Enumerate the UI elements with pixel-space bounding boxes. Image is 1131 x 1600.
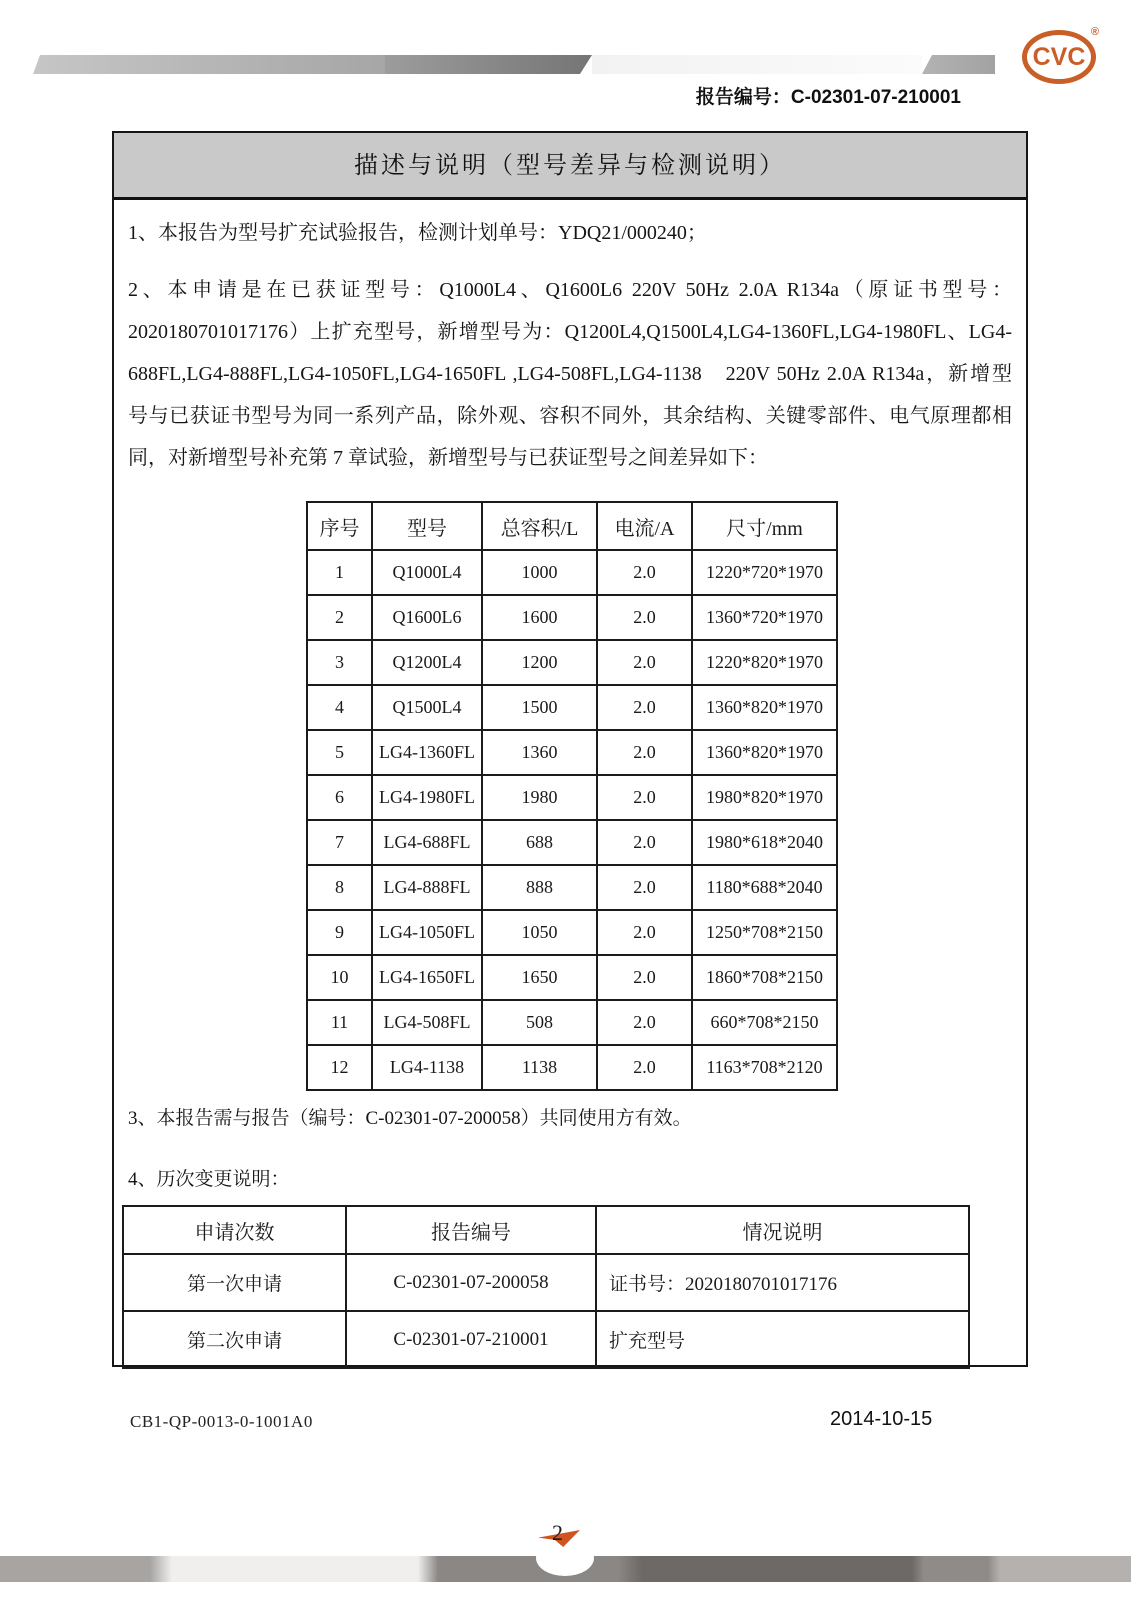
cell: 1220*820*1970 bbox=[692, 640, 837, 685]
table-row bbox=[307, 595, 837, 640]
cell: 1980 bbox=[482, 775, 597, 820]
cell: LG4-1050FL bbox=[372, 910, 482, 955]
note-3: 3、本报告需与报告（编号：C-02301-07-200058）共同使用方有效。 bbox=[128, 1108, 692, 1129]
cell: 1250*708*2150 bbox=[692, 910, 837, 955]
cell: LG4-508FL bbox=[372, 1000, 482, 1045]
cell: LG4-688FL bbox=[372, 820, 482, 865]
report-number-value: C-02301-07-210001 bbox=[790, 87, 961, 108]
note-4: 4、历次变更说明： bbox=[128, 1169, 290, 1190]
page-number-marker bbox=[536, 1520, 584, 1548]
cell: 10 bbox=[307, 955, 372, 1000]
cell: 7 bbox=[307, 820, 372, 865]
cell: 1360*720*1970 bbox=[692, 595, 837, 640]
table-row bbox=[307, 640, 837, 685]
document-body bbox=[114, 216, 1026, 1369]
cell: 2.0 bbox=[597, 595, 692, 640]
cell: 2.0 bbox=[597, 865, 692, 910]
cell: 2.0 bbox=[597, 1045, 692, 1090]
cell: 1860*708*2150 bbox=[692, 955, 837, 1000]
cell: 1360*820*1970 bbox=[692, 685, 837, 730]
bar-segment bbox=[592, 55, 922, 74]
cell: 2.0 bbox=[597, 640, 692, 685]
cell: 1220*720*1970 bbox=[692, 550, 837, 595]
column-header: 总容积/L bbox=[482, 502, 597, 550]
cell: 4 bbox=[307, 685, 372, 730]
cell: 第一次申请 bbox=[123, 1254, 346, 1311]
top-decorative-bar bbox=[33, 55, 995, 74]
cell: Q1500L4 bbox=[372, 685, 482, 730]
cell: 660*708*2150 bbox=[692, 1000, 837, 1045]
table-row bbox=[307, 550, 837, 595]
table-header-row bbox=[307, 502, 837, 550]
cell: Q1600L6 bbox=[372, 595, 482, 640]
cell: 1200 bbox=[482, 640, 597, 685]
registered-trademark-icon: ® bbox=[1090, 26, 1099, 38]
cell: LG4-1360FL bbox=[372, 730, 482, 775]
cell: 1138 bbox=[482, 1045, 597, 1090]
cell: 2.0 bbox=[597, 820, 692, 865]
cell: C-02301-07-210001 bbox=[346, 1311, 596, 1368]
bar-segment bbox=[33, 55, 385, 74]
cell: 6 bbox=[307, 775, 372, 820]
cell: LG4-1980FL bbox=[372, 775, 482, 820]
cell: 11 bbox=[307, 1000, 372, 1045]
cell: 888 bbox=[482, 865, 597, 910]
cell: 2.0 bbox=[597, 955, 692, 1000]
cell: 1050 bbox=[482, 910, 597, 955]
cell: LG4-1138 bbox=[372, 1045, 482, 1090]
page-number: 2 bbox=[552, 1520, 563, 1545]
cell: 1360*820*1970 bbox=[692, 730, 837, 775]
page-title: 描述与说明（型号差异与检测说明） bbox=[354, 153, 786, 179]
models-table bbox=[306, 501, 838, 1091]
cell: 1500 bbox=[482, 685, 597, 730]
cell: 1000 bbox=[482, 550, 597, 595]
table-row bbox=[307, 1045, 837, 1090]
table-row bbox=[123, 1254, 969, 1311]
cell: 1163*708*2120 bbox=[692, 1045, 837, 1090]
cell: 2.0 bbox=[597, 685, 692, 730]
cell: Q1200L4 bbox=[372, 640, 482, 685]
table-row bbox=[307, 955, 837, 1000]
cell: 1600 bbox=[482, 595, 597, 640]
cvc-logo bbox=[1022, 26, 1099, 84]
cell: 1 bbox=[307, 550, 372, 595]
table-row bbox=[307, 775, 837, 820]
cell: 9 bbox=[307, 910, 372, 955]
cell: Q1000L4 bbox=[372, 550, 482, 595]
column-header: 报告编号 bbox=[346, 1206, 596, 1254]
cell: LG4-1650FL bbox=[372, 955, 482, 1000]
cell: 1980*820*1970 bbox=[692, 775, 837, 820]
table-row bbox=[307, 910, 837, 955]
section-title-bar bbox=[114, 133, 1026, 200]
cell: 3 bbox=[307, 640, 372, 685]
cell: 2.0 bbox=[597, 775, 692, 820]
cell: 8 bbox=[307, 865, 372, 910]
cell: LG4-888FL bbox=[372, 865, 482, 910]
footer-doc-code: CB1-QP-0013-0-1001A0 bbox=[130, 1412, 313, 1431]
table-row bbox=[123, 1311, 969, 1368]
table-row bbox=[307, 820, 837, 865]
note-1: 1、本报告为型号扩充试验报告，检测计划单号：YDQ21/000240； bbox=[128, 222, 707, 244]
cell: 第二次申请 bbox=[123, 1311, 346, 1368]
cvc-logo-text: CVC bbox=[1032, 42, 1086, 71]
footer-date: 2014-10-15 bbox=[830, 1408, 933, 1430]
cell: 508 bbox=[482, 1000, 597, 1045]
table-row bbox=[307, 1000, 837, 1045]
bottom-decorative-bar bbox=[0, 1556, 1131, 1582]
cell: 2.0 bbox=[597, 1000, 692, 1045]
report-number-label: 报告编号： bbox=[695, 87, 791, 108]
column-header: 情况说明 bbox=[596, 1206, 969, 1254]
cell: 12 bbox=[307, 1045, 372, 1090]
note-2: 2、本申请是在已获证型号：Q1000L4、Q1600L6 220V 50Hz 2.0A R134a（原证书型号：2020180701017176）上扩充型号，新增型号为：Q1200L4,Q1500L4,LG4-1360FL,LG4-1980FL、LG4-688FL,LG4-888FL,LG4-1050FL,LG4-1650FL ,LG4-508FL,LG4-1138 220V 50Hz 2.0A R134a，新增型号与已获证书型号为同一系列产品，除外观、容积不同外，其余结构、关键零部件、电气原理都相同，对新增型号补充第 7 章试验，新增型号与已获证型号之间差异如下： bbox=[128, 279, 1012, 469]
cell: 688 bbox=[482, 820, 597, 865]
cell: C-02301-07-200058 bbox=[346, 1254, 596, 1311]
history-table bbox=[122, 1205, 970, 1369]
column-header: 尺寸/mm bbox=[692, 502, 837, 550]
main-content-box bbox=[112, 131, 1028, 1367]
table-header-row bbox=[123, 1206, 969, 1254]
table-row bbox=[307, 730, 837, 775]
column-header: 序号 bbox=[307, 502, 372, 550]
table-row bbox=[307, 685, 837, 730]
cell: 1180*688*2040 bbox=[692, 865, 837, 910]
cell: 2.0 bbox=[597, 730, 692, 775]
cell: 证书号：2020180701017176 bbox=[596, 1254, 969, 1311]
column-header: 电流/A bbox=[597, 502, 692, 550]
column-header: 申请次数 bbox=[123, 1206, 346, 1254]
cell: 2.0 bbox=[597, 910, 692, 955]
report-number bbox=[696, 82, 961, 109]
column-header: 型号 bbox=[372, 502, 482, 550]
cell: 1650 bbox=[482, 955, 597, 1000]
bar-segment bbox=[922, 55, 995, 74]
cell: 扩充型号 bbox=[596, 1311, 969, 1368]
table-row bbox=[307, 865, 837, 910]
cell: 2 bbox=[307, 595, 372, 640]
bar-segment bbox=[385, 55, 592, 74]
cell: 1980*618*2040 bbox=[692, 820, 837, 865]
cell: 5 bbox=[307, 730, 372, 775]
cell: 1360 bbox=[482, 730, 597, 775]
cell: 2.0 bbox=[597, 550, 692, 595]
